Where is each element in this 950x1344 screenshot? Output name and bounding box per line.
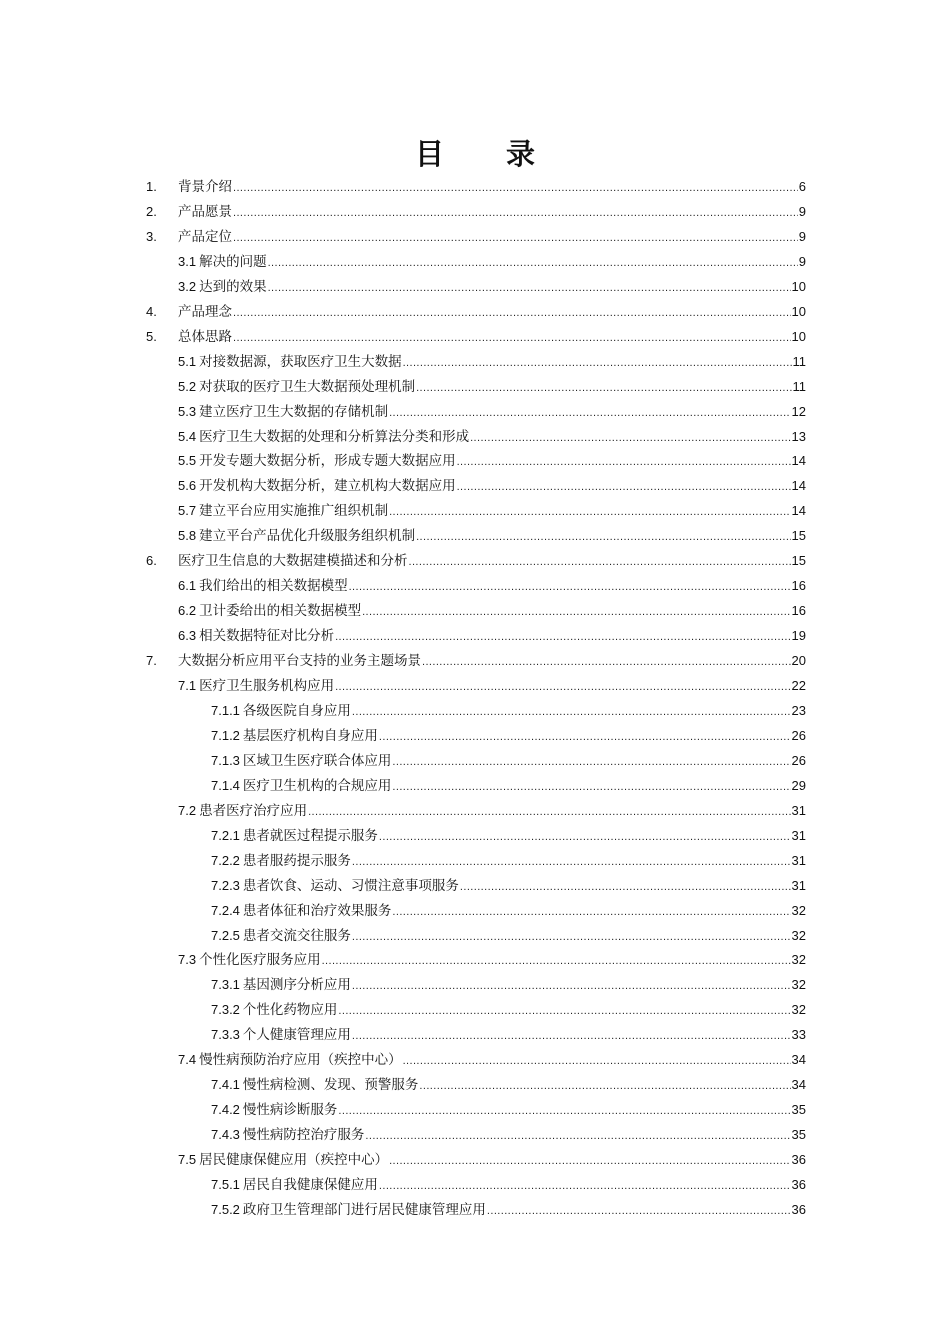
toc-entry-number: 6.2	[178, 603, 197, 619]
toc-entry[interactable]	[178, 523, 806, 548]
toc-entry-number: 5.7	[178, 503, 197, 519]
dot-leader	[365, 1124, 790, 1149]
toc-entry-page-number: 15	[791, 553, 806, 569]
dot-leader	[338, 999, 790, 1024]
toc-entry-label: 背景介绍	[178, 179, 232, 195]
toc-entry-number: 7.5.2	[211, 1201, 240, 1217]
toc-entry-label: 区域卫生医疗联合体应用	[242, 752, 392, 769]
toc-entry-number: 7.	[146, 653, 157, 669]
toc-entry[interactable]	[178, 374, 806, 399]
dot-leader	[322, 949, 791, 974]
toc-entry-label: 基层医疗机构自身应用	[242, 727, 378, 744]
toc-entry-page-number: 22	[791, 678, 806, 693]
dot-leader	[349, 575, 791, 600]
toc-entry-page-number: 33	[791, 1027, 806, 1043]
toc-entry[interactable]	[178, 598, 806, 623]
toc-entry[interactable]	[211, 1197, 806, 1222]
toc-entry-label: 患者服药提示服务	[242, 852, 351, 869]
toc-entry[interactable]	[211, 1097, 806, 1122]
toc-entry-number: 3.	[146, 228, 157, 244]
toc-entry-number: 6.	[146, 553, 157, 569]
toc-entry-label: 慢性病诊断服务	[242, 1102, 338, 1119]
toc-entry[interactable]	[211, 848, 806, 873]
dot-leader	[268, 251, 798, 276]
dot-leader	[308, 800, 790, 825]
toc-entry[interactable]	[211, 773, 806, 798]
toc-entry[interactable]	[178, 1047, 806, 1072]
toc-entry-number: 7.2.5	[211, 927, 240, 943]
toc-entry[interactable]	[146, 324, 806, 349]
toc-entry-page-number: 32	[791, 927, 806, 943]
toc-entry-page-number: 32	[791, 1002, 806, 1018]
toc-entry-label: 患者医疗治疗应用	[199, 802, 308, 819]
toc-entry[interactable]	[178, 573, 806, 598]
dot-leader	[352, 1024, 791, 1049]
toc-entry-number: 7.5.1	[211, 1177, 240, 1192]
toc-entry-page-number: 14	[791, 503, 806, 519]
toc-entry-page-number: 10	[791, 278, 806, 294]
toc-entry-page-number: 31	[791, 802, 806, 818]
toc-entry-label: 居民健康保健应用（疾控中心）	[199, 1152, 389, 1169]
toc-entry-label: 达到的效果	[199, 278, 267, 295]
dot-leader	[352, 974, 791, 999]
dot-leader	[379, 725, 791, 750]
toc-entry-label: 产品理念	[178, 303, 232, 320]
toc-entry-page-number: 9	[798, 228, 806, 244]
toc-entry-page-number: 15	[791, 528, 806, 544]
toc-entry-number: 7.3.3	[211, 1027, 240, 1043]
dot-leader	[233, 176, 798, 201]
toc-entry-number: 5.2	[178, 378, 197, 394]
toc-entry-label: 政府卫生管理部门进行居民健康管理应用	[242, 1201, 486, 1218]
dot-leader	[352, 700, 791, 725]
dot-leader	[335, 625, 790, 650]
toc-entry-label: 对接数据源，获取医疗卫生大数据	[199, 353, 402, 370]
toc-entry[interactable]	[146, 224, 806, 249]
toc-entry[interactable]	[211, 923, 806, 948]
toc-entry-label: 患者饮食、运动、习惯注意事项服务	[242, 877, 459, 894]
toc-entry[interactable]	[211, 997, 806, 1022]
toc-entry-page-number: 19	[791, 628, 806, 644]
toc-entry-label: 医疗卫生大数据的处理和分析算法分类和形成	[199, 428, 470, 445]
toc-entry-page-number: 13	[791, 428, 806, 444]
dot-leader	[389, 401, 790, 426]
toc-entry-number: 7.1.4	[211, 777, 240, 793]
toc-entry-label: 个性化药物应用	[242, 1002, 338, 1019]
dot-leader	[392, 900, 790, 925]
dot-leader	[392, 750, 790, 775]
toc-entry-label: 基因测序分析应用	[242, 977, 351, 994]
toc-entry-label: 慢性病预防治疗应用（疾控中心）	[199, 1052, 402, 1069]
dot-leader	[460, 875, 791, 900]
toc-entry-page-number: 31	[791, 877, 806, 893]
toc-entry-label: 产品愿景	[178, 203, 232, 220]
toc-entry-label: 相关数据特征对比分析	[199, 628, 335, 645]
dot-leader	[233, 326, 791, 351]
toc-entry-label: 对获取的医疗卫生大数据预处理机制	[199, 378, 416, 395]
dot-leader	[362, 600, 790, 625]
toc-entry-page-number: 26	[791, 727, 806, 743]
dot-leader	[268, 276, 791, 301]
toc-entry-page-number: 29	[791, 777, 806, 793]
toc-entry-page-number: 36	[791, 1177, 806, 1192]
toc-entry[interactable]	[178, 1147, 806, 1172]
toc-entry-label: 建立平台应用实施推广组织机制	[199, 503, 389, 520]
toc-entry-page-number: 34	[791, 1077, 806, 1093]
toc-entry-page-number: 20	[791, 653, 806, 669]
toc-entry[interactable]	[211, 1122, 806, 1147]
toc-entry-label: 患者就医过程提示服务	[242, 827, 378, 844]
toc-entry[interactable]	[211, 748, 806, 773]
toc-entry-number: 7.2	[178, 802, 197, 818]
dot-leader	[403, 351, 792, 376]
toc-entry[interactable]	[178, 249, 806, 274]
toc-entry-label: 我们给出的相关数据模型	[199, 578, 348, 595]
toc-entry[interactable]	[178, 424, 806, 449]
toc-entry[interactable]	[146, 199, 806, 224]
dot-leader	[392, 775, 790, 800]
toc-entry-number: 7.2.2	[211, 852, 240, 868]
dot-leader	[419, 1074, 790, 1099]
dot-leader	[379, 825, 791, 850]
toc-entry[interactable]	[178, 274, 806, 299]
dot-leader	[457, 450, 791, 475]
dot-leader	[379, 1174, 791, 1199]
toc-entry-label: 各级医院自身应用	[242, 702, 351, 719]
toc-entry-number: 7.4	[178, 1052, 197, 1068]
toc-entry-page-number: 32	[791, 977, 806, 993]
toc-entry-number: 7.2.3	[211, 877, 240, 893]
toc-entry-page-number: 12	[791, 403, 806, 419]
toc-entry[interactable]	[211, 1172, 806, 1197]
toc-entry-number: 5.1	[178, 353, 197, 369]
toc-entry-page-number: 34	[791, 1052, 806, 1068]
toc-entry-label: 慢性病检测、发现、预警服务	[242, 1077, 419, 1094]
toc-entry-number: 7.1.2	[211, 727, 240, 743]
dot-leader	[335, 675, 790, 700]
toc-entry-label: 居民自我健康保健应用	[242, 1177, 378, 1193]
dot-leader	[409, 550, 791, 575]
toc-entry[interactable]	[211, 823, 806, 848]
toc-entry-page-number: 31	[791, 852, 806, 868]
toc-entry-number: 5.	[146, 328, 157, 344]
toc-entry-page-number: 36	[791, 1152, 806, 1168]
toc-entry-label: 建立平台产品优化升级服务组织机制	[199, 528, 416, 545]
toc-entry-number: 6.1	[178, 578, 197, 594]
toc-entry-number: 7.1.3	[211, 752, 240, 768]
toc-entry-page-number: 35	[791, 1102, 806, 1118]
toc-entry-page-number: 26	[791, 752, 806, 768]
toc-entry-label: 解决的问题	[199, 253, 267, 270]
toc-entry[interactable]	[211, 1072, 806, 1097]
toc-entry-page-number: 16	[791, 603, 806, 619]
toc-entry[interactable]	[146, 174, 806, 199]
dot-leader	[352, 925, 791, 950]
toc-entry-page-number: 11	[792, 378, 806, 394]
toc-entry-label: 大数据分析应用平台支持的业务主题场景	[178, 653, 421, 670]
toc-entry-number: 6.3	[178, 628, 197, 644]
toc-entry-page-number: 9	[798, 203, 806, 219]
toc-entry-number: 5.4	[178, 428, 197, 444]
toc-entry-label: 医疗卫生服务机构应用	[199, 678, 335, 694]
toc-entry-label: 产品定位	[178, 228, 232, 245]
dot-leader	[389, 1149, 790, 1174]
toc-entry[interactable]	[178, 798, 806, 823]
toc-entry[interactable]	[178, 349, 806, 374]
dot-leader	[403, 1049, 791, 1074]
toc-entry-number: 7.2.4	[211, 902, 240, 918]
toc-entry[interactable]	[146, 548, 806, 573]
toc-entry-page-number: 10	[791, 328, 806, 344]
toc-entry-page-number: 31	[791, 827, 806, 843]
toc-entry-page-number: 14	[791, 453, 806, 469]
toc-entry[interactable]	[211, 698, 806, 723]
toc-entry-number: 3.1	[178, 253, 197, 269]
toc-entry-number: 7.1	[178, 678, 197, 693]
toc-entry-number: 5.5	[178, 453, 197, 469]
toc-entry-label: 患者交流交往服务	[242, 927, 351, 944]
toc-entry[interactable]	[146, 648, 806, 673]
toc-entry-label: 建立医疗卫生大数据的存储机制	[199, 403, 389, 420]
toc-entry-page-number: 23	[791, 702, 806, 718]
toc-entry[interactable]	[178, 473, 806, 498]
dot-leader	[389, 500, 790, 525]
toc-entry-number: 3.2	[178, 278, 197, 294]
toc-entry-page-number: 36	[791, 1201, 806, 1217]
toc-entry-page-number: 16	[791, 578, 806, 594]
toc-entry[interactable]	[178, 498, 806, 523]
toc-entry-page-number: 6	[798, 179, 806, 194]
dot-leader	[233, 201, 798, 226]
toc-entry-number: 1.	[146, 179, 157, 194]
toc-entry-number: 7.1.1	[211, 702, 240, 718]
toc-entry-number: 5.6	[178, 478, 197, 494]
dot-leader	[470, 426, 790, 451]
toc-entry-number: 5.3	[178, 403, 197, 419]
toc-entry-number: 7.4.2	[211, 1102, 240, 1118]
toc-entry-number: 7.4.1	[211, 1077, 240, 1093]
toc-entry[interactable]	[178, 673, 806, 698]
toc-entry-label: 卫计委给出的相关数据模型	[199, 603, 362, 620]
dot-leader	[416, 525, 790, 550]
toc-entry-number: 4.	[146, 303, 157, 319]
dot-leader	[233, 226, 798, 251]
toc-entry-label: 总体思路	[178, 328, 232, 345]
dot-leader	[233, 301, 791, 326]
toc-entry-page-number: 10	[791, 303, 806, 319]
toc-entry-label: 开发机构大数据分析，建立机构大数据应用	[199, 478, 456, 495]
toc-entry[interactable]	[211, 723, 806, 748]
dot-leader	[457, 475, 791, 500]
toc-entry-number: 7.4.3	[211, 1127, 240, 1143]
toc-entry-label: 医疗卫生信息的大数据建模描述和分析	[178, 553, 408, 570]
toc-entry[interactable]	[178, 399, 806, 424]
toc-entry-number: 7.3	[178, 952, 197, 968]
toc-entry[interactable]	[211, 972, 806, 997]
toc-entry[interactable]	[178, 623, 806, 648]
toc-entry-number: 7.2.1	[211, 827, 240, 843]
toc-entry-number: 2.	[146, 203, 157, 219]
toc-entry-number: 7.3.2	[211, 1002, 240, 1018]
page-title: 目 录	[414, 137, 562, 171]
dot-leader	[422, 650, 791, 675]
toc-entry-label: 个性化医疗服务应用	[199, 952, 321, 969]
toc-entry-page-number: 32	[791, 902, 806, 918]
dot-leader	[487, 1199, 791, 1224]
toc-entry-label: 开发专题大数据分析，形成专题大数据应用	[199, 453, 456, 470]
toc-entry[interactable]	[178, 947, 806, 972]
toc-entry-label: 慢性病防控治疗服务	[242, 1127, 365, 1144]
toc-entry-label: 医疗卫生机构的合规应用	[242, 777, 392, 794]
toc-entry[interactable]	[146, 299, 806, 324]
toc-entry[interactable]	[211, 873, 806, 898]
dot-leader	[416, 376, 791, 401]
toc-entry-page-number: 32	[791, 952, 806, 968]
toc-entry-label: 个人健康管理应用	[242, 1027, 351, 1044]
toc-entry-page-number: 9	[798, 253, 806, 269]
toc-entry-number: 7.3.1	[211, 977, 240, 993]
toc-entry[interactable]	[178, 448, 806, 473]
toc-entry[interactable]	[211, 1022, 806, 1047]
dot-leader	[352, 850, 791, 875]
toc-entry-page-number: 35	[791, 1127, 806, 1143]
toc-entry-page-number: 14	[791, 478, 806, 494]
toc-entry-number: 5.8	[178, 528, 197, 544]
toc-entry-number: 7.5	[178, 1152, 197, 1168]
toc-entry[interactable]	[211, 898, 806, 923]
toc-entry-label: 患者体征和治疗效果服务	[242, 902, 392, 919]
dot-leader	[338, 1099, 790, 1124]
toc-entry-page-number: 11	[792, 353, 806, 369]
